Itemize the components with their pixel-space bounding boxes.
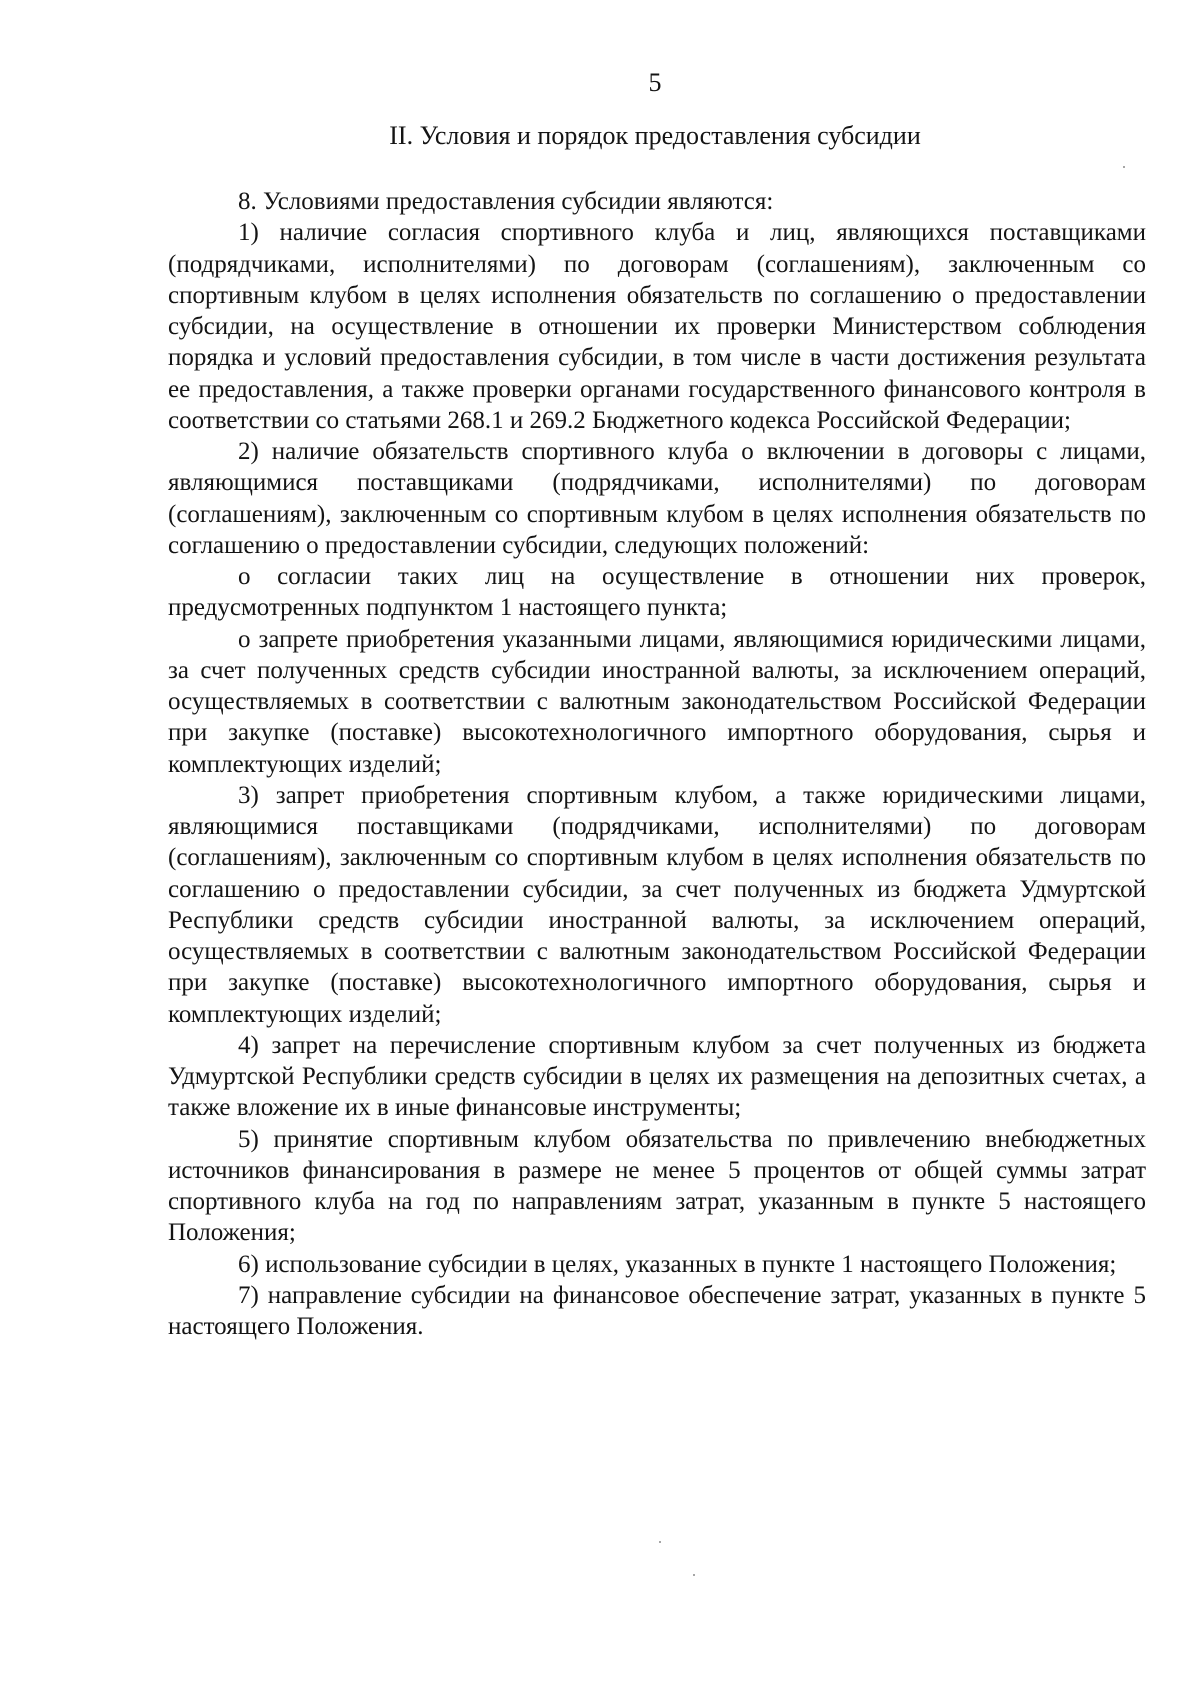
paragraph-item-8: 8. Условиями предоставления субсидии являются: [238, 188, 774, 215]
scan-speck [693, 1574, 695, 1576]
paragraph-provision-consent: о согласии таких лиц на осуществление в отношении них проверок, предусмотренных подпунктом 1 настоящего пункта; [168, 563, 1146, 622]
paragraph-provision-currency-ban: о запрете приобретения указанными лицами, являющимися юридическими лицами, за счет полученных средств субсидии иностранной валюты, за исключением операций, осуществляемых в соответствии с валютным законодательством Российской Федерации при закупке (поставке) высокотехнологичного импортного оборудования, сырья и комплектующих изделий; [168, 625, 1146, 778]
scan-speck [659, 1541, 661, 1543]
page-number: 5 [648, 68, 662, 97]
paragraph-condition-2: 2) наличие обязательств спортивного клуба о включении в договоры с лицами, являющимися поставщиками (подрядчиками, исполнителями) по договорам (соглашениям), заключенным со спортивным клубом в целях исполнения обязательств по соглашению о предоставлении субсидии, следующих положений: [168, 438, 1146, 559]
body-text [168, 186, 1146, 1342]
scan-speck [1123, 166, 1125, 168]
paragraph-condition-4: 4) запрет на перечисление спортивным клубом за счет полученных из бюджета Удмуртской Республики средств субсидии в целях их размещения на депозитных счетах, а также вложение их в иные финансовые инструменты; [168, 1031, 1146, 1122]
paragraph-condition-5: 5) принятие спортивным клубом обязательства по привлечению внебюджетных источников финансирования в размере не менее 5 процентов от общей суммы затрат спортивного клуба на год по направлениям затрат, указанным в пункте 5 настоящего Положения; [168, 1125, 1146, 1247]
section-title: II. Условия и порядок предоставления субсидии [389, 121, 921, 150]
paragraph-condition-6: 6) использование субсидии в целях, указанных в пункте 1 настоящего Положения; [238, 1250, 1117, 1278]
paragraph-condition-1: 1) наличие согласия спортивного клуба и лиц, являющихся поставщиками (подрядчиками, исполнителями) по договорам (соглашениям), заключенным со спортивным клубом в целях исполнения обязательств по соглашению о предоставлении субсидии, на осуществление в отношении их проверки Министерством соблюдения порядка и условий предоставления субсидии, в том числе в части достижения результата ее предоставления, а также проверки органами государственного финансового контроля в соответствии со статьями 268.1 и 269.2 Бюджетного кодекса Российской Федерации; [168, 219, 1146, 434]
paragraph-condition-3: 3) запрет приобретения спортивным клубом, а также юридическими лицами, являющимися поставщиками (подрядчиками, исполнителями) по договорам (соглашениям), заключенным со спортивным клубом в целях исполнения обязательств по соглашению о предоставлении субсидии, за счет полученных из бюджета Удмуртской Республики средств субсидии иностранной валюты, за исключением операций, осуществляемых в соответствии с валютным законодательством Российской Федерации при закупке (поставке) высокотехнологичного импортного оборудования, сырья и комплектующих изделий; [168, 781, 1146, 1028]
paragraph-condition-7: 7) направление субсидии на финансовое обеспечение затрат, указанных в пункте 5 настоящего Положения. [168, 1281, 1146, 1340]
